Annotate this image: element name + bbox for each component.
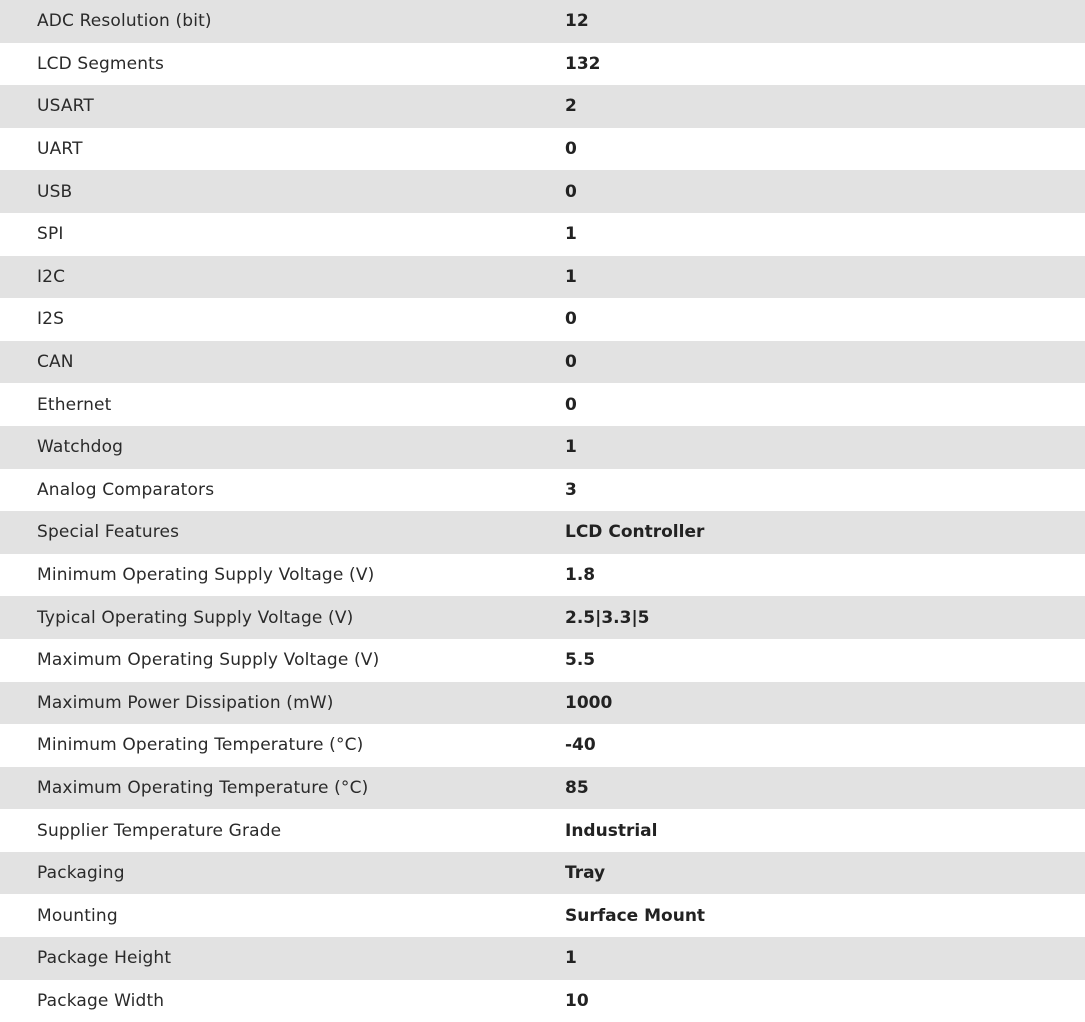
spec-row-uart [0,128,1085,171]
spec-value: 1 [565,948,577,969]
spec-value: 2.5|3.3|5 [565,607,650,628]
spec-value: 1.8 [565,565,596,586]
spec-label: Ethernet [37,394,112,415]
spec-value: 85 [565,777,589,798]
spec-value: 0 [565,394,577,415]
spec-value: 12 [565,11,589,32]
spec-row-special-features [0,511,1085,554]
spec-value: 3 [565,479,577,500]
spec-label: CAN [37,352,74,373]
spec-label: Package Width [37,990,165,1011]
spec-label: SPI [37,224,64,245]
spec-row-temperature-grade [0,809,1085,852]
spec-label: Maximum Power Dissipation (mW) [37,692,334,713]
spec-label: Package Height [37,948,172,969]
spec-label: Maximum Operating Supply Voltage (V) [37,650,380,671]
spec-label: Packaging [37,863,125,884]
spec-row-i2s [0,298,1085,341]
spec-label: I2S [37,309,65,330]
spec-row-usart [0,85,1085,128]
spec-label: Supplier Temperature Grade [37,820,282,841]
spec-label: I2C [37,266,66,287]
spec-label: Minimum Operating Temperature (°C) [37,735,364,756]
spec-label: Analog Comparators [37,479,215,500]
spec-value: Tray [565,863,606,884]
spec-value: 2 [565,96,577,117]
spec-row-analog-comparators [0,469,1085,512]
spec-row-i2c [0,256,1085,299]
spec-row-lcd-segments [0,43,1085,86]
spec-value: 1 [565,224,577,245]
spec-row-can [0,341,1085,384]
spec-value: 0 [565,139,577,160]
spec-row-adc-resolution [0,0,1085,43]
spec-row-mounting [0,894,1085,937]
spec-row-max-operating-temp [0,767,1085,810]
spec-label: Maximum Operating Temperature (°C) [37,777,369,798]
spec-label: UART [37,139,83,160]
spec-value: 0 [565,309,577,330]
spec-label: ADC Resolution (bit) [37,11,212,32]
spec-label: Watchdog [37,437,124,458]
spec-value: 1 [565,437,577,458]
spec-label: Mounting [37,905,118,926]
spec-row-packaging [0,852,1085,895]
spec-row-max-power-dissipation [0,682,1085,725]
spec-label: Typical Operating Supply Voltage (V) [37,607,354,628]
spec-value: 10 [565,990,589,1011]
spec-value: 1 [565,266,577,287]
spec-value: 0 [565,181,577,202]
spec-row-spi [0,213,1085,256]
spec-value: 5.5 [565,650,596,671]
spec-value: 132 [565,53,601,74]
spec-row-max-supply-voltage [0,639,1085,682]
spec-row-watchdog [0,426,1085,469]
spec-row-min-supply-voltage [0,554,1085,597]
spec-row-min-operating-temp [0,724,1085,767]
spec-value: 0 [565,352,577,373]
spec-value: 1000 [565,692,613,713]
spec-label: Minimum Operating Supply Voltage (V) [37,565,375,586]
spec-row-typ-supply-voltage [0,596,1085,639]
spec-value: LCD Controller [565,522,705,543]
spec-label: LCD Segments [37,53,164,74]
spec-row-package-height [0,937,1085,980]
spec-label: USART [37,96,94,117]
spec-label: USB [37,181,73,202]
spec-row-ethernet [0,383,1085,426]
spec-row-usb [0,170,1085,213]
spec-value: Industrial [565,820,658,841]
spec-value: -40 [565,735,596,756]
spec-label: Special Features [37,522,180,543]
spec-value: Surface Mount [565,905,706,926]
